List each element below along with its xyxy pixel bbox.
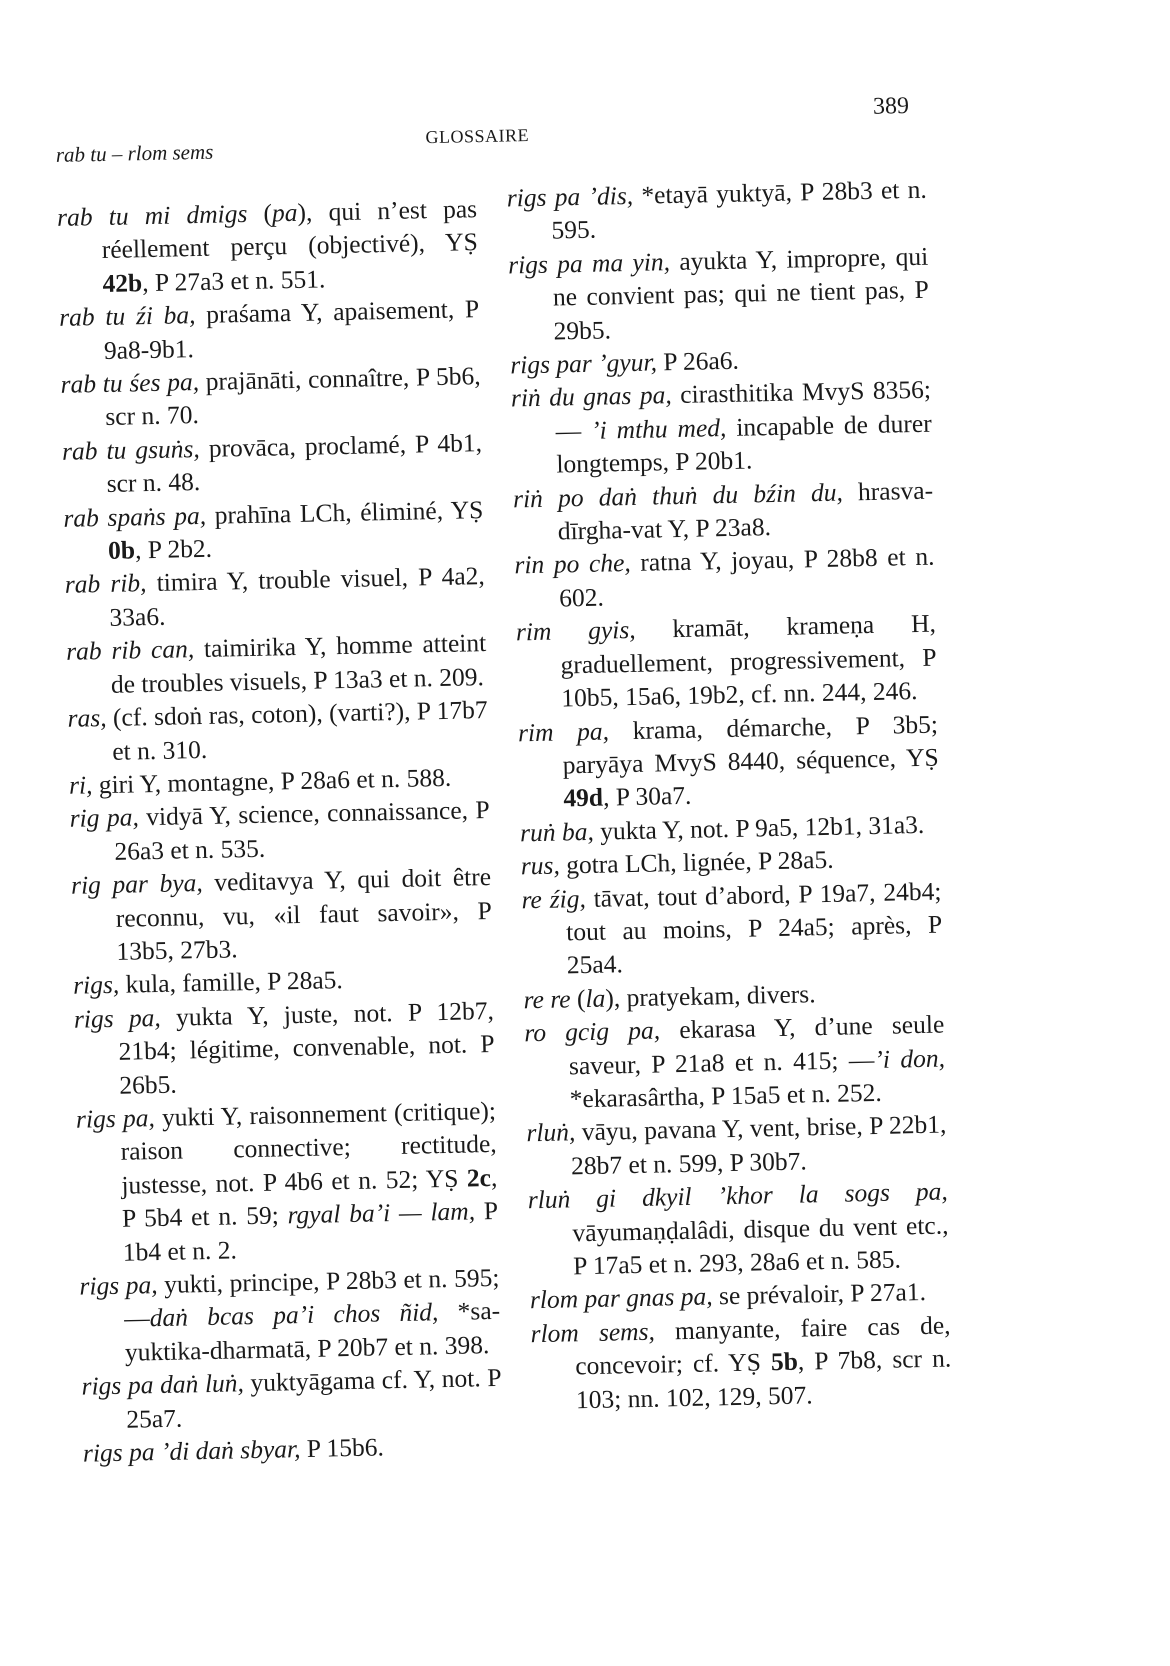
- glossary-entry: rab spaṅs pa, prahīna LCh, éliminé, YṢ 0b, P 2b2.: [63, 494, 484, 565]
- glossary-entry: re re (la), pratyekam, divers.: [523, 978, 816, 1015]
- glossary-entry: rab rib, timira Y, trouble visuel, P 4a2, 33a6.: [64, 561, 486, 632]
- glossary-entry: ro gcig pa, ekarasa Y, d’une seule saveur, P 21a8 et n. 415; —’i don, *ekarasârtha, P 15a5 et n. 252.: [523, 1009, 946, 1114]
- glossary-entry: rigs pa, yukti, principe, P 28b3 et n. 595; —daṅ bcas pa’i chos ñid, *sa-yuktika-dharmatā, P 20b7 et n. 398.: [79, 1262, 501, 1367]
- glossary-entry: ri, giri Y, montagne, P 28a6 et n. 588.: [68, 762, 452, 800]
- running-title: rab tu – rlom sems: [55, 139, 214, 167]
- glossary-entry: rigs pa, yukti Y, raisonnement (critique); raison connective; rectitude, justesse, not. P 4b6 et n. 52; YṢ 2c, P 5b4 et n. 59; rgyal ba’i — lam, P 1b4 et n. 2.: [75, 1095, 499, 1267]
- glossary-entry: ras, (cf. sdoṅ ras, coton), (varti?), P 17b7 et n. 310.: [67, 695, 488, 766]
- glossary-entry: rig pa, vidyā Y, science, connaissance, P 26a3 et n. 535.: [69, 795, 490, 866]
- glossary-entry: rigs pa ma yin, ayukta Y, impropre, qui ne convient pas; qui ne tient pas, P 29b5.: [507, 241, 930, 346]
- glossary-entry: rigs pa, yukta Y, juste, not. P 12b7, 21b4; légitime, convenable, not. P 26b5.: [73, 995, 495, 1100]
- glossary-entry: riṅ du gnas pa, cirasthitika MvyS 8356; — ’i mthu med, incapable de durer longtemps, P 20b1.: [510, 375, 932, 479]
- glossary-entry: rin po che, ratna Y, joyau, P 28b8 et n. 602.: [514, 542, 935, 613]
- glossary-entry: rigs pa daṅ luṅ, yuktyāgama cf. Y, not. P 25a7.: [81, 1363, 502, 1434]
- glossary-entry: riṅ po daṅ thuṅ du bźin du, hrasva-dīrgha-vat Y, P 23a8.: [512, 475, 934, 546]
- glossary-entry: rlom par gnas pa, se prévaloir, P 27a1.: [529, 1277, 927, 1315]
- glossary-entry: ruṅ ba, yukta Y, not. P 9a5, 12b1, 31a3.: [519, 809, 925, 848]
- section-title: GLOSSAIRE: [425, 125, 530, 148]
- glossary-entry: rigs pa ’dis, *etayā yuktyā, P 28b3 et n. 595.: [506, 174, 928, 245]
- glossary-entry: rigs, kula, famille, P 28a5.: [72, 965, 344, 1001]
- glossary-entry: rab rib can, taimirika Y, homme atteint de troubles visuels, P 13a3 et n. 209.: [65, 628, 487, 699]
- glossary-entry: rab tu źi ba, praśama Y, apaisement, P 9a8-9b1.: [58, 294, 480, 365]
- glossary-entry: rig par bya, veditavya Y, qui doit être reconnu, vu, «il faut savoir», P 13b5, 27b3.: [70, 862, 493, 966]
- page-number: 389: [872, 93, 910, 120]
- glossary-entry: rab tu gsuṅs, provāca, proclamé, P 4b1, scr n. 48.: [61, 427, 483, 499]
- glossary-entry: rab tu śes pa, prajānāti, connaître, P 5b6, scr n. 70.: [60, 361, 481, 432]
- glossary-entry: re źig, tāvat, tout d’abord, P 19a7, 24b4; tout au moins, P 24a5; après, P 25a4.: [521, 876, 943, 980]
- glossary-entry: rluṅ gi dkyil ’khor la sogs pa, vāyumaṇḍalâdi, disque du vent etc., P 17a5 et n. 293, 28a6 et n. 585.: [527, 1176, 949, 1281]
- glossary-entry: rim gyis, kramāt, krameṇa H, graduellement, progressivement, P 10b5, 15a6, 19b2, cf. nn. 244, 246.: [515, 608, 937, 713]
- glossary-entry: rus, gotra LCh, lignée, P 28a5.: [520, 844, 834, 881]
- glossary-column-left: [57, 192, 503, 1470]
- glossary-entry: rigs par ’gyur, P 26a6.: [510, 345, 740, 380]
- glossary-entry: rigs pa ’di daṅ sbyar, P 15b6.: [82, 1432, 385, 1468]
- glossary-entry: rlom sems, manyante, faire cas de, concevoir; cf. YṢ 5b, P 7b8, scr n. 103; nn. 102, 129, 507.: [530, 1310, 952, 1414]
- glossary-entry: rab tu mi dmigs (pa), qui n’est pas réellement perçu (objectivé), YṢ 42b, P 27a3 et n. 551.: [56, 194, 479, 298]
- glossary-column-right: [506, 173, 952, 1418]
- glossary-entry: rim pa, krama, démarche, P 3b5; paryāya MvyS 8440, séquence, YṢ 49d, P 30a7.: [517, 709, 939, 813]
- glossary-entry: rluṅ, vāyu, pavana Y, vent, brise, P 22b1, 28b7 et n. 599, P 30b7.: [526, 1109, 947, 1181]
